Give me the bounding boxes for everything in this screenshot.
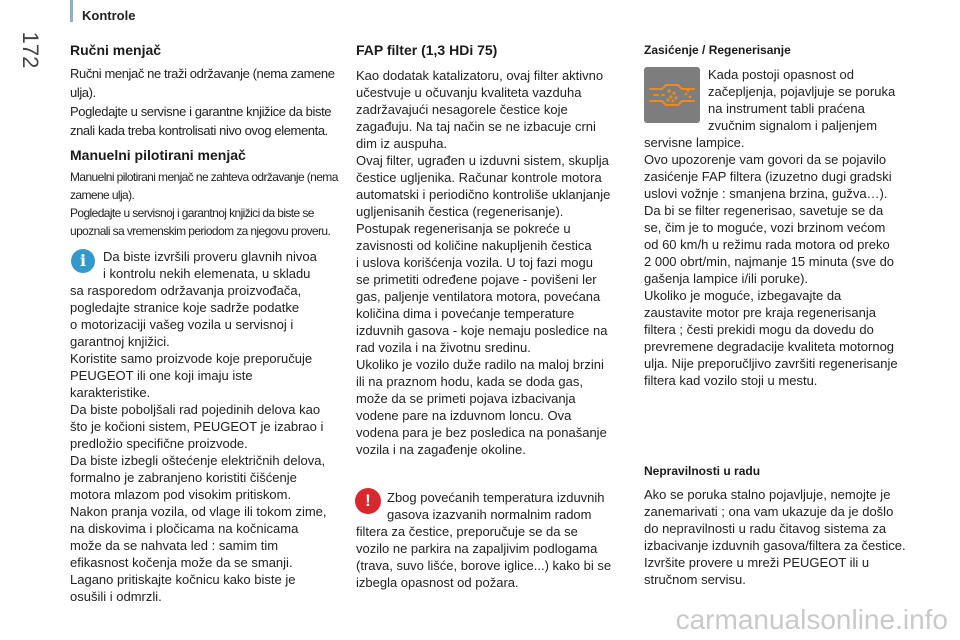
manual-gearbox-p1: Ručni menjač ne traži održavanje (nema zamene ulja). bbox=[70, 66, 335, 100]
info-note-first: Da biste izvršili proveru glavnih nivoa i kontrolu nekih elemenata, u skladu bbox=[103, 249, 317, 281]
exhaust-particle-filter-icon bbox=[644, 67, 700, 123]
piloted-gearbox-text bbox=[70, 168, 344, 240]
watermark: carmanualsonline.info bbox=[675, 604, 948, 635]
warning-note-rest: filtera za čestice, preporučuje se da se vozilo ne parkira na zapaljivim podlogama (trava, suvo lišće, borove iglice...) kako bi se izbegla opasnost od požara. bbox=[356, 524, 612, 590]
piloted-gearbox-p1: Manuelni pilotirani menjač ne zahteva održavanje (nema zamene ulja). bbox=[70, 170, 338, 202]
manual-gearbox-p2: Pogledajte u servisne i garantne knjižice da biste znali kada treba kontrolisati nivo ovog elementa. bbox=[70, 104, 332, 138]
page-number: 172 bbox=[18, 31, 43, 69]
heading-saturation: Zasićenje / Regenerisanje bbox=[644, 43, 791, 57]
piloted-gearbox-p2: Pogledajte u servisnoj i garantnoj knjižici da biste se upoznali sa vremenskim periodom za njegovu proveru. bbox=[70, 206, 331, 238]
heading-piloted-gearbox: Manuelni pilotirani menjač bbox=[70, 147, 246, 163]
saturation-text-rest: servisne lampice. Ovo upozorenje vam govori da se pojavilo zasićenje FAP filtera (izuzetno dugi gradski uslovi vožnje : smanjena brzina, gužva…). Da bi se filter regenerisao, savetuje se da se, čim je to moguće, vozi brzinom većom od 60 km/h u režimu rada motora od preko 2 000 obrt/min, najmanje 15 minuta (sve do gašenja lampice i/ili poruke). Ukoliko je moguće, izbegavajte da zaustavite motor pre kraja regenerisanja filtera ; česti prekidi mogu da dovedu do prevremene degradacije kvaliteta motornog ulja. Nije preporučljivo završiti regenerisanje filtera kad vozilo stoji u mestu. bbox=[644, 135, 898, 388]
fap-warning-tile bbox=[644, 67, 700, 123]
heading-fap-filter: FAP filter (1,3 HDi 75) bbox=[356, 42, 498, 58]
heading-malfunction: Nepravilnosti u radu bbox=[644, 464, 761, 478]
section-title: Kontrole bbox=[82, 8, 136, 23]
malfunction-text: Ako se poruka stalno pojavljuje, nemojte je zanemarivati ; ona vam ukazuje da je došlo do nepravilnosti u radu čitavog sistema za izbacivanje izduvnih gasova/filtera za čestice. Izvršite provere u mreži PEUGEOT ili u stručnom servisu. bbox=[644, 487, 906, 587]
info-icon bbox=[71, 249, 95, 273]
info-icon-glyph: i bbox=[79, 251, 87, 270]
manual-gearbox-text bbox=[70, 64, 344, 140]
heading-manual-gearbox: Ručni menjač bbox=[70, 42, 162, 58]
warning-note-first: Zbog povećanih temperatura izduvnih gasova izazvanih normalnim radom bbox=[387, 490, 605, 522]
warning-icon bbox=[355, 488, 381, 514]
saturation-text-first: Kada postoji opasnost od začepljenja, pojavljuje se poruka na instrument tabli praćena zvučnim signalom i paljenjem bbox=[708, 67, 896, 133]
fap-filter-text: Kao dodatak katalizatoru, ovaj filter aktivno učestvuje u očuvanju kvaliteta vazduha zadržavajući nesagorele čestice koje zagađuju. Na taj način se ne izbacuje crni dim iz auspuha. Ovaj filter, ugrađen u izduvni sistem, skuplja čestice ugljenika. Računar kontrole motora automatski i periodično kontroliše uklanjanje ugljenisanih čestica (regenerisanje). Postupak regenerisanja se pokreće u zavisnosti od količine nakupljenih čestica i uslova korišćenja vozila. U toj fazi mogu se primetiti određene pojave - povišeni ler gas, paljenje ventilatora motora, povećana količina dima i povećanje temperature izduvnih gasova - koje nemaju posledice na rad vozila i na životnu sredinu. Ukoliko je vozilo duže radilo na maloj brzini ili na praznom hodu, kada se doda gas, može da se primeti pojava izbacivanja vodene pare na izduvnom loncu. Ova vodena para je bez posledica na ponašanje vozila i na zagađenje okoline. bbox=[356, 68, 611, 457]
info-note-rest: sa rasporedom održavanja proizvođača, pogledajte stranice koje sadrže podatke o motorizaciji vašeg vozila u servisnoj i garantnoj knjižici. Koristite samo proizvode koje preporučuje PEUGEOT ili one koji imaju iste karakteristike. Da biste poboljšali rad pojedinih delova kao što je kočioni sistem, PEUGEOT je izabrao i predložio specifične proizvode. Da biste izbegli oštećenje električnih delova, formalno je zabranjeno koristiti čišćenje motora mlazom pod visokim pritiskom. Nakon pranja vozila, od vlage ili tokom zime, na diskovima i pločicama na kočnicama može da se nahvata led : samim tim efikasnost kočenja može da se smanji. Lagano pritiskajte kočnicu kako biste je osušili i odmrzli. bbox=[70, 283, 327, 604]
header-accent-bar bbox=[70, 0, 73, 22]
warning-icon-glyph: ! bbox=[365, 491, 371, 510]
